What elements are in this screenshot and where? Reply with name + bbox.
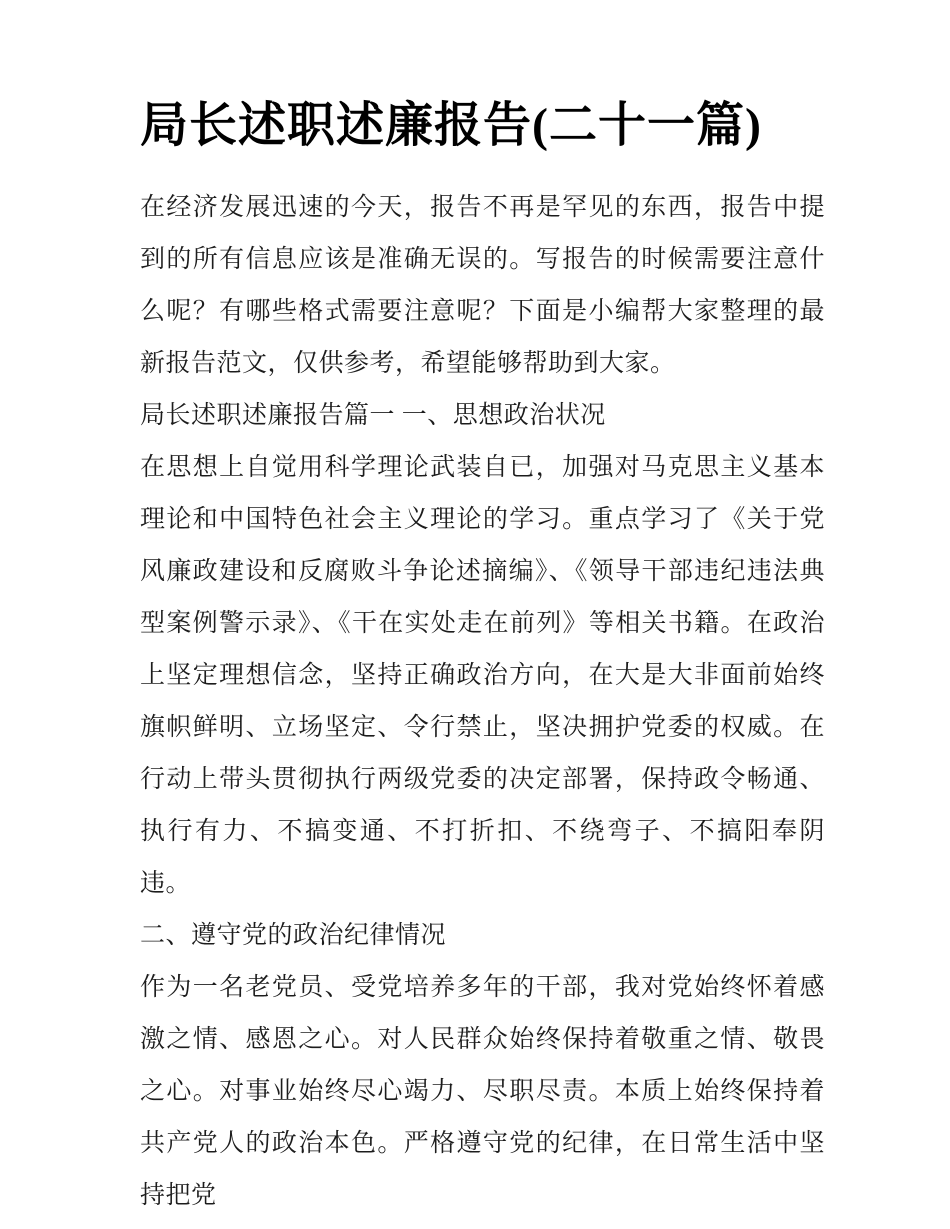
- section-heading-report-part-one: 局长述职述廉报告篇一 一、思想政治状况: [140, 402, 606, 429]
- paragraph-discipline-compliance: 作为一名老党员、受党培养多年的干部，我对党始终怀着感激之情、感恩之心。对人民群众始终保持着敬重之情、敬畏之心。对事业始终尽心竭力、尽职尽责。本质上始终保持着共产党人的政治本色。严格遵守党的纪律，在日常生活中坚持把党: [140, 974, 825, 1209]
- paragraph-intro: 在经济发展迅速的今天，报告不再是罕见的东西，报告中提到的所有信息应该是准确无误的。写报告的时候需要注意什么呢？有哪些格式需要注意呢？下面是小编帮大家整理的最新报告范文，仅供参考，希望能够帮助到大家。: [140, 194, 825, 377]
- section-heading-political-discipline: 二、遵守党的政治纪律情况: [140, 922, 447, 949]
- paragraph-ideological-political-status: 在思想上自觉用科学理论武装自已，加强对马克思主义基本理论和中国特色社会主义理论的学习。重点学习了《关于党风廉政建设和反腐败斗争论述摘编》、《领导干部违纪违法典型案例警示录》、《干在实处走在前列》等相关书籍。在政治上坚定理想信念，坚持正确政治方向，在大是大非面前始终旗帜鲜明、立场坚定、令行禁止，坚决拥护党委的权威。在行动上带头贯彻执行两级党委的决定部署，保持政令畅通、执行有力、不搞变通、不打折扣、不绕弯子、不搞阳奉阴违。: [140, 454, 825, 897]
- document-title: 局长述职述廉报告(二十一篇): [140, 99, 762, 152]
